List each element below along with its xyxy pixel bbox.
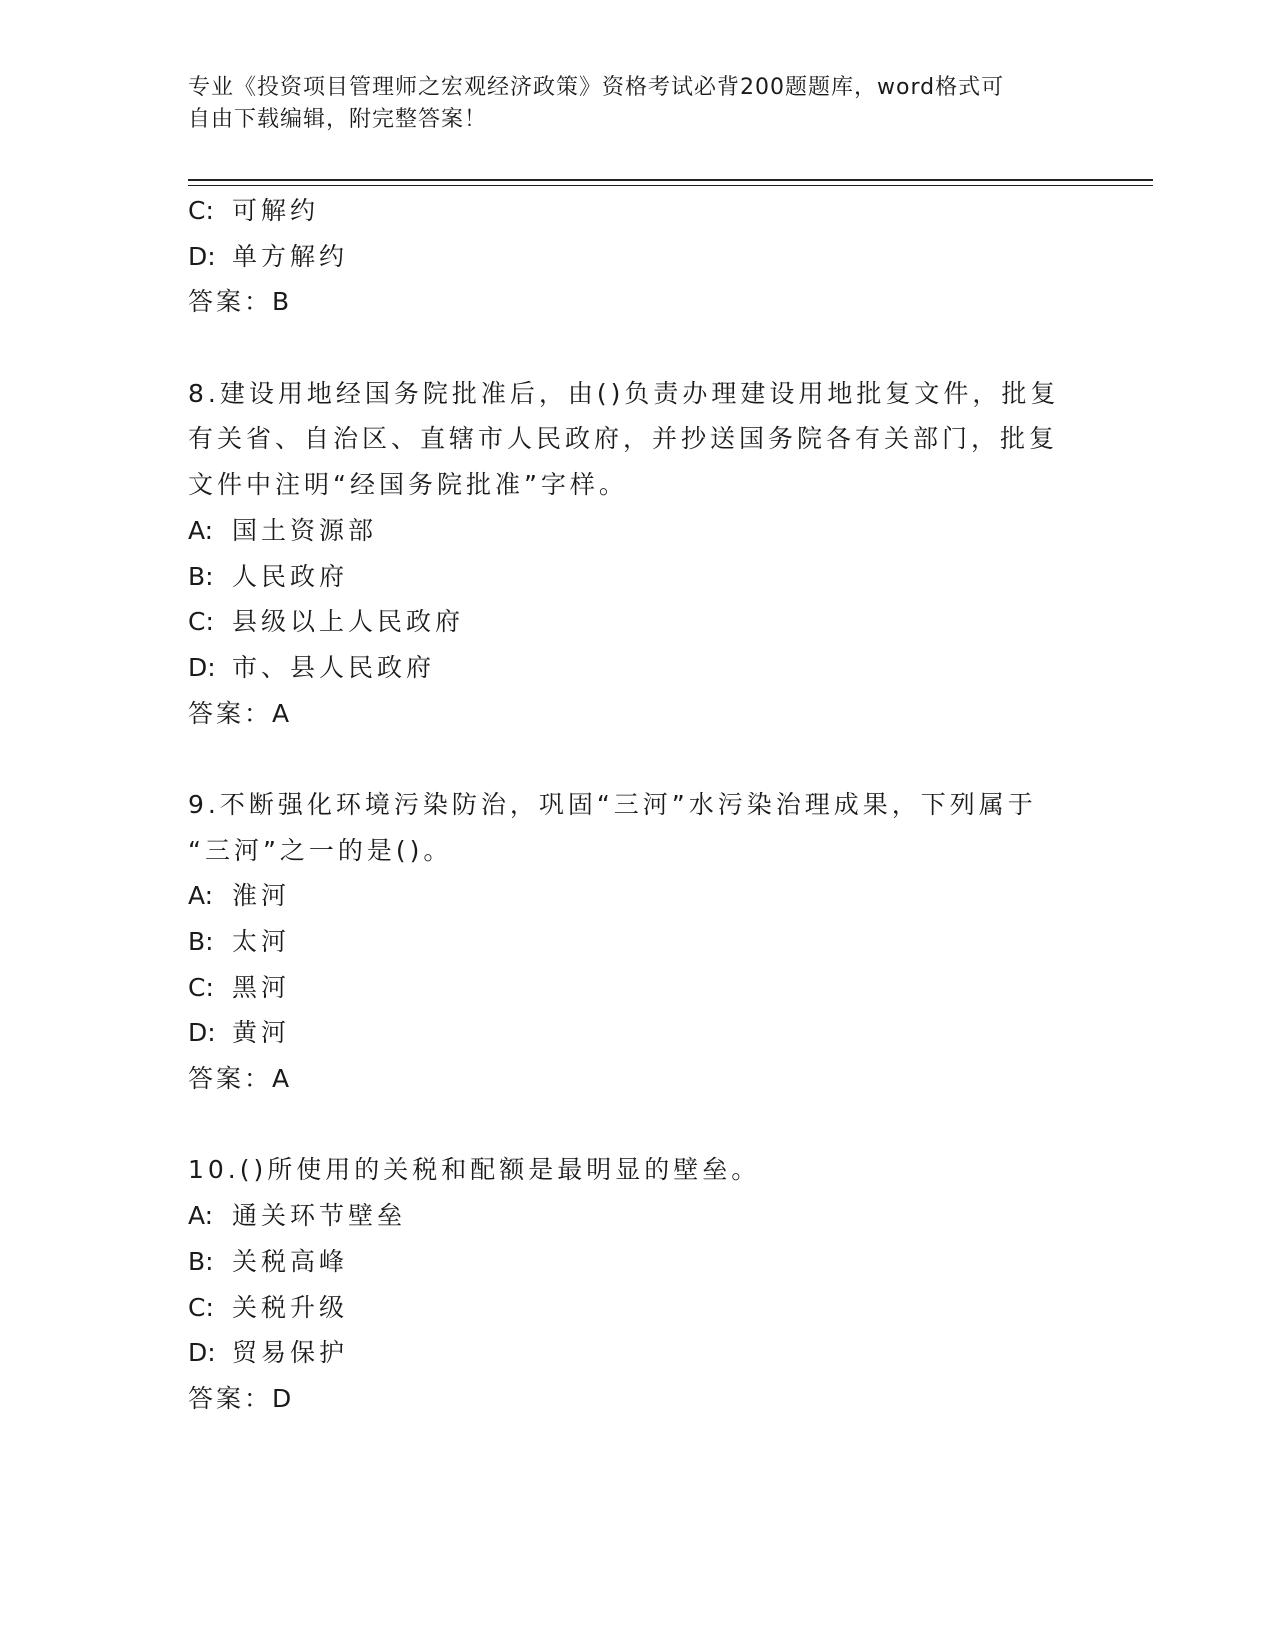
option-a [188, 1193, 1068, 1239]
question-10 [188, 1147, 1068, 1421]
option-b [188, 919, 1068, 965]
option-a [188, 873, 1068, 919]
answer-line: 答案：B [188, 287, 293, 317]
spacer [188, 736, 1068, 782]
option-letter: B: [188, 561, 214, 591]
option-text: 人民政府 [232, 561, 349, 591]
option-c [188, 1285, 1068, 1331]
spacer [188, 1102, 1068, 1148]
option-text: 黑河 [232, 972, 291, 1002]
option-text: 市、县人民政府 [232, 652, 436, 682]
answer-line: 答案：A [188, 698, 293, 728]
option-text: 贸易保护 [232, 1338, 349, 1368]
option-c [188, 599, 1068, 645]
option-text: 可解约 [232, 196, 320, 225]
option-letter: C: [188, 196, 214, 225]
option-text: 太河 [232, 927, 291, 956]
question-stem-line: “三河”之一的是()。 [188, 835, 453, 865]
option-d [188, 234, 1068, 280]
option-b [188, 554, 1068, 600]
option-c [188, 965, 1068, 1011]
question-8 [188, 371, 1068, 737]
option-text: 县级以上人民政府 [232, 607, 465, 637]
header-divider-thick [188, 179, 1153, 181]
question-content [188, 188, 1068, 1422]
option-letter: C: [188, 607, 214, 637]
question-stem-line: 8.建设用地经国务院批准后，由()负责办理建设用地批复文件，批复 [188, 378, 1060, 408]
question-stem-line: 9.不断强化环境污染防治，巩固“三河”水污染治理成果，下列属于 [188, 789, 1037, 819]
question-9 [188, 782, 1068, 1102]
option-letter: A: [188, 881, 214, 911]
header-line-1: 专业《投资项目管理师之宏观经济政策》资格考试必背200题题库，word格式可 [188, 75, 1005, 100]
answer-line: 答案：A [188, 1064, 293, 1094]
page-header [188, 72, 1068, 136]
option-text: 黄河 [232, 1018, 291, 1048]
option-c [188, 188, 1068, 234]
question-stem-line: 文件中注明“经国务院批准”字样。 [188, 470, 628, 500]
option-text: 通关环节壁垒 [232, 1201, 407, 1231]
option-letter: D: [188, 1018, 216, 1048]
option-letter: A: [188, 515, 214, 545]
option-d [188, 1330, 1068, 1376]
option-letter: B: [188, 927, 214, 956]
option-letter: D: [188, 652, 216, 682]
option-letter: D: [188, 1338, 216, 1368]
option-d [188, 1010, 1068, 1056]
spacer [188, 325, 1068, 371]
option-letter: B: [188, 1246, 214, 1276]
option-text: 关税高峰 [232, 1246, 349, 1276]
option-b [188, 1239, 1068, 1285]
option-text: 淮河 [232, 881, 291, 911]
option-a [188, 508, 1068, 554]
option-letter: C: [188, 1292, 214, 1322]
header-line-2: 自由下载编辑，附完整答案！ [188, 107, 488, 132]
option-letter: C: [188, 972, 214, 1002]
option-text: 国土资源部 [232, 515, 378, 545]
header-divider-thin [188, 185, 1153, 186]
question-stem-line: 有关省、自治区、直辖市人民政府，并抄送国务院各有关部门，批复 [188, 424, 1059, 454]
option-letter: D: [188, 241, 216, 271]
option-letter: A: [188, 1201, 214, 1231]
option-d [188, 645, 1068, 691]
answer-line: 答案：D [188, 1383, 295, 1413]
option-text: 关税升级 [232, 1292, 349, 1322]
question-7-continued [188, 188, 1068, 325]
option-text: 单方解约 [232, 241, 349, 271]
question-stem-line: 10.()所使用的关税和配额是最明显的壁垒。 [188, 1155, 761, 1185]
